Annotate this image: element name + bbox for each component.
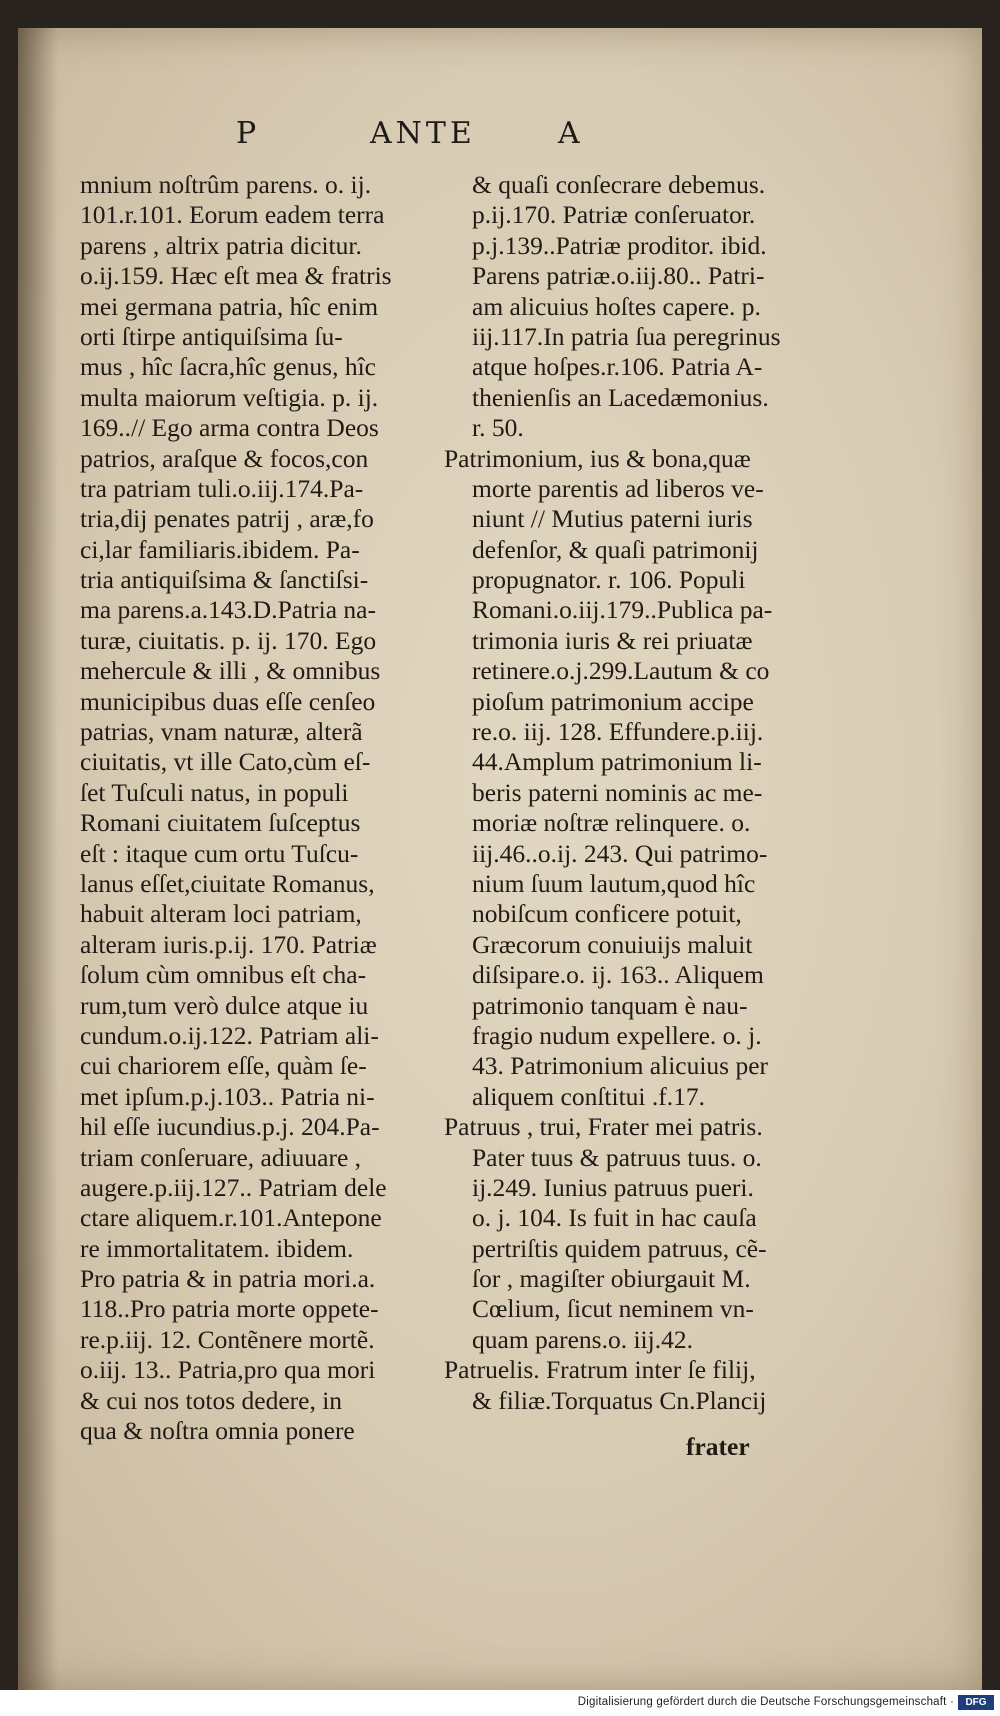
text-line: tria antiquiſsima & ſanctiſsi- [80, 565, 369, 595]
text-line: moriæ noſtræ relinquere. o. [472, 808, 751, 838]
text-line: patrimonio tanquam è nau- [472, 990, 748, 1020]
text-line: multa maiorum veſtigia. p. ij. [80, 382, 379, 412]
text-line: Parens patriæ.o.iij.80.. Patri- [472, 261, 765, 291]
text-line: iij.117.In patria ſua peregrinus [472, 321, 781, 351]
text-line: r. 50. [472, 413, 524, 443]
text-line: alteram iuris.p.ij. 170. Patriæ [80, 929, 377, 959]
text-line: & quaſi conſecrare debemus. [472, 170, 766, 199]
book-page [18, 28, 982, 1690]
text-line: ſolum cùm omnibus eſt cha- [80, 960, 367, 990]
right-column [444, 170, 824, 1416]
text-line: cui chariorem eſſe, quàm ſe- [80, 1051, 367, 1081]
text-line: ij.249. Iunius patruus pueri. [472, 1172, 754, 1202]
text-line: diſsipare.o. ij. 163.. Aliquem [472, 960, 764, 990]
header-right-letter: A [558, 116, 584, 151]
text-line: Patruelis. Fratrum inter ſe filij, [444, 1355, 756, 1385]
text-line: fragio nudum expellere. o. j. [472, 1020, 762, 1050]
text-line: orti ſtirpe antiquiſsima ſu- [80, 321, 343, 351]
text-line: eſt : itaque cum ortu Tuſcu- [80, 838, 359, 868]
text-line: Romani ciuitatem ſuſceptus [80, 808, 361, 838]
text-line: ciuitatis, vt ille Cato,cùm eſ- [80, 747, 371, 777]
text-line: re.o. iij. 128. Effundere.p.iij. [472, 717, 764, 747]
text-line: o.ij.159. Hæc eſt mea & fratris [80, 261, 392, 291]
text-line: tra patriam tuli.o.iij.174.Pa- [80, 473, 364, 503]
text-line: nobiſcum conficere potuit, [472, 899, 742, 929]
digitization-footer [0, 1690, 1000, 1716]
text-line: augere.p.iij.127.. Patriam dele [80, 1172, 387, 1202]
text-line: parens , altrix patria dicitur. [80, 230, 362, 260]
text-line: 118..Pro patria morte oppete- [80, 1294, 379, 1324]
text-line: lanus eſſet,ciuitate Romanus, [80, 868, 375, 898]
text-line: cundum.o.ij.122. Patriam ali- [80, 1020, 379, 1050]
header-left-letter: P [236, 116, 261, 151]
text-line: Patrimonium, ius & bona,quæ [444, 443, 751, 473]
text-line: mnium noſtrûm parens. o. ij. [80, 170, 372, 199]
text-line: Pater tuus & patruus tuus. o. [472, 1142, 762, 1172]
text-line: o.iij. 13.. Patria,pro qua mori [80, 1355, 376, 1385]
text-line: iij.46..o.ij. 243. Qui patrimo- [472, 838, 768, 868]
text-line: mehercule & illi , & omnibus [80, 656, 381, 686]
text-line: p.ij.170. Patriæ conſeruator. [472, 200, 756, 230]
text-line: & cui nos totos dedere, in [80, 1385, 343, 1415]
text-line: municipibus duas eſſe cenſeo [80, 686, 376, 716]
text-line: qua & noſtra omnia ponere [80, 1416, 355, 1446]
text-line: ctare aliquem.r.101.Antepone [80, 1203, 382, 1233]
text-line: Cœlium, ſicut neminem vn- [472, 1294, 754, 1324]
text-line: niunt // Mutius paterni iuris [472, 504, 753, 534]
text-line: am alicuius hoſtes capere. p. [472, 291, 761, 321]
text-line: p.j.139..Patriæ proditor. ibid. [472, 230, 767, 260]
text-line: patrias, vnam naturæ, alterã [80, 717, 363, 747]
text-line: retinere.o.j.299.Lautum & co [472, 656, 770, 686]
text-line: ma parens.a.143.D.Patria na- [80, 595, 376, 625]
text-line: 44.Amplum patrimonium li- [472, 747, 762, 777]
text-line: Patruus , trui, Frater mei patris. [444, 1112, 763, 1142]
text-line: beris paterni nominis ac me- [472, 777, 763, 807]
text-line: atque hoſpes.r.106. Patria A- [472, 352, 763, 382]
text-line: propugnator. r. 106. Populi [472, 565, 746, 595]
text-line: quam parens.o. iij.42. [472, 1324, 693, 1354]
text-line: defenſor, & quaſi patrimonij [472, 534, 759, 564]
text-line: thenienſis an Lacedæmonius. [472, 382, 769, 412]
page-spine-shadow [18, 28, 58, 1690]
text-line: tria,dij penates patrij , aræ,fo [80, 504, 374, 534]
text-line: pertriſtis quidem patruus, cẽ- [472, 1233, 767, 1263]
text-line: turæ, ciuitatis. p. ij. 170. Ego [80, 625, 377, 655]
text-line: 43. Patrimonium alicuius per [472, 1051, 769, 1081]
footer-credit-text: Digitalisierung gefördert durch die Deutsche Forschungsgemeinschaft · [577, 1696, 954, 1708]
text-line: met ipſum.p.j.103.. Patria ni- [80, 1081, 375, 1111]
text-line: 101.r.101. Eorum eadem terra [80, 200, 385, 230]
text-line: triam conſeruare, adiuuare , [80, 1142, 362, 1172]
text-line: Romani.o.iij.179..Publica pa- [472, 595, 773, 625]
text-line: trimonia iuris & rei priuatæ [472, 625, 753, 655]
text-line: morte parentis ad liberos ve- [472, 473, 764, 503]
text-line: ci,lar familiaris.ibidem. Pa- [80, 534, 360, 564]
text-line: re.p.iij. 12. Contẽnere mortẽ. [80, 1324, 375, 1354]
dfg-logo: DFG [958, 1695, 994, 1710]
text-line: ſor , magiſter obiurgauit M. [472, 1264, 751, 1294]
left-column [80, 170, 460, 1446]
header-center-word: ANTE [370, 116, 476, 151]
text-line: 169..// Ego arma contra Deos [80, 413, 379, 443]
text-line: Pro patria & in patria mori.a. [80, 1264, 376, 1294]
text-line: mei germana patria, hîc enim [80, 291, 379, 321]
text-line: o. j. 104. Is fuit in hac cauſa [472, 1203, 757, 1233]
text-line: nium ſuum lautum,quod hîc [472, 868, 756, 898]
text-line: patrios, araſque & focos,con [80, 443, 369, 473]
catchword: frater [686, 1432, 750, 1461]
text-line: ſet Tuſculi natus, in populi [80, 777, 349, 807]
text-line: Græcorum conuiuijs maluit [472, 929, 753, 959]
text-line: aliquem conſtitui .f.17. [472, 1081, 705, 1111]
text-line: hil eſſe iucundius.p.j. 204.Pa- [80, 1112, 380, 1142]
text-line: & filiæ.Torquatus Cn.Plancij [472, 1385, 767, 1415]
text-line: rum,tum verò dulce atque iu [80, 990, 369, 1020]
text-line: habuit alteram loci patriam, [80, 899, 362, 929]
text-line: re immortalitatem. ibidem. [80, 1233, 354, 1263]
text-line: mus , hîc ſacra,hîc genus, hîc [80, 352, 376, 382]
text-line: pioſum patrimonium accipe [472, 686, 754, 716]
